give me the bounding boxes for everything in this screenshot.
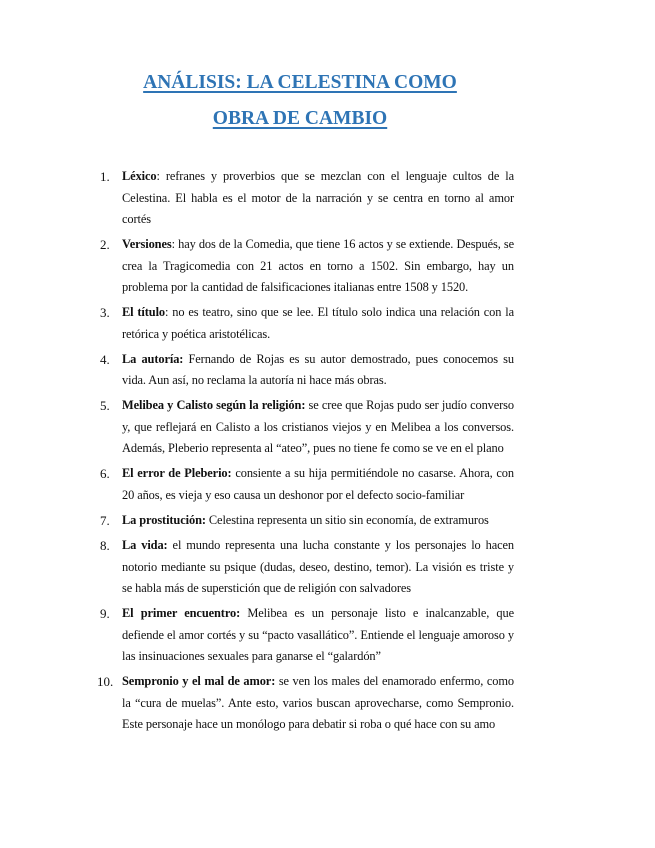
list-item-body: Celestina representa un sitio sin economía, de extramuros: [205, 513, 489, 528]
list-item-text: [122, 603, 514, 668]
list-item: [0, 603, 655, 668]
list-item-text: [122, 535, 514, 600]
list-item-body: se cree que Rojas pudo ser judío converso y, que reflejará en Calisto a los cristianos viejos y en Melibea a los conversos. Además, Pleberio representa al “ateo”, pues no tiene fe como se ve en el plano: [122, 398, 514, 456]
list-item-text: [122, 349, 514, 392]
list-item-heading: Léxico: [122, 169, 157, 183]
list-item-text: [122, 463, 514, 506]
document-title-line-2: OBRA DE CAMBIO: [212, 108, 388, 129]
list-item-body: se ven los males del enamorado enfermo, como la “cura de muelas”. Ante esto, varios buscan aprovecharse, como Sempronio. Este personaje hace un monólogo para debatir si roba o qué hace con su amo: [122, 674, 514, 732]
list-item: [0, 395, 655, 460]
list-item-body: : refranes y proverbios que se mezclan con el lenguaje cultos de la Celestina. El habla es el motor de la narración y se centra en torno al amor cortés: [122, 169, 514, 226]
list-item-body: : no es teatro, sino que se lee. El título solo indica una relación con la retórica y poética aristotélicas.: [122, 305, 515, 341]
list-item: [0, 302, 655, 345]
list-item: [0, 166, 655, 231]
list-item-text: [122, 234, 514, 299]
list-item-number: 6.: [100, 466, 110, 482]
list-item: [0, 463, 655, 506]
list-item-number: 4.: [100, 351, 110, 367]
list-item-body: : hay dos de la Comedia, que tiene 16 actos y se extiende. Después, se crea la Tragicomedia con 21 actos en torno a 1502. Sin embargo, hay un problema por la cantidad de falsificaciones italianas entre 1508 y 1520.: [122, 237, 514, 295]
list-item-heading: El error de Pleberio:: [122, 466, 232, 481]
list-item-heading: La autoría:: [122, 351, 184, 366]
list-item-heading: El primer encuentro:: [122, 606, 241, 621]
list-item-heading: El título: [122, 305, 166, 320]
list-item-number: 10.: [97, 674, 114, 690]
list-item: [0, 349, 655, 392]
list-item-body: consiente a su hija permitiéndole no casarse. Ahora, con 20 años, es vieja y eso causa un deshonor por el defecto socio-familiar: [122, 466, 514, 502]
list-item-heading: Sempronio y el mal de amor:: [122, 674, 276, 689]
list-item-heading: La prostitución:: [122, 513, 206, 528]
list-item: [0, 234, 655, 299]
list-item: [0, 510, 655, 532]
list-item-body: Melibea es un personaje listo e inalcanzable, que defiende el amor cortés y su “pacto vasallático”. Entiende el lenguaje amoroso y las insinuaciones sexuales para ganarse el “galardón”: [122, 606, 514, 664]
list-item-text: [122, 166, 514, 231]
list-item-heading: Versiones: [122, 237, 172, 252]
list-item-text: [122, 395, 514, 460]
list-item: [0, 671, 655, 736]
list-item: [0, 535, 655, 600]
list-item-number: 1.: [100, 169, 110, 184]
list-item-heading: La vida:: [122, 538, 168, 553]
list-item-heading: Melibea y Calisto según la religión:: [122, 398, 306, 413]
list-item-text: [122, 302, 514, 345]
list-item-number: 8.: [100, 538, 110, 554]
analysis-list: [0, 166, 655, 739]
list-item-number: 5.: [100, 398, 110, 414]
list-item-text: [122, 671, 514, 736]
list-item-number: 2.: [100, 237, 110, 253]
document-title-line-1: ANÁLISIS: LA CELESTINA COMO: [143, 72, 457, 93]
list-item-number: 9.: [100, 606, 110, 622]
list-item-text: [122, 510, 514, 532]
list-item-number: 7.: [100, 513, 110, 529]
list-item-body: Fernando de Rojas es su autor demostrado, pues conocemos su vida. Aun así, no reclama la autoría ni hace más obras.: [122, 351, 514, 388]
list-item-body: el mundo representa una lucha constante y los personajes lo hacen notorio mediante su psique (dudas, deseo, destino, temor). La visión es triste y se habla más de superstición que de religión con salvadores: [122, 538, 514, 596]
list-item-number: 3.: [100, 305, 110, 321]
